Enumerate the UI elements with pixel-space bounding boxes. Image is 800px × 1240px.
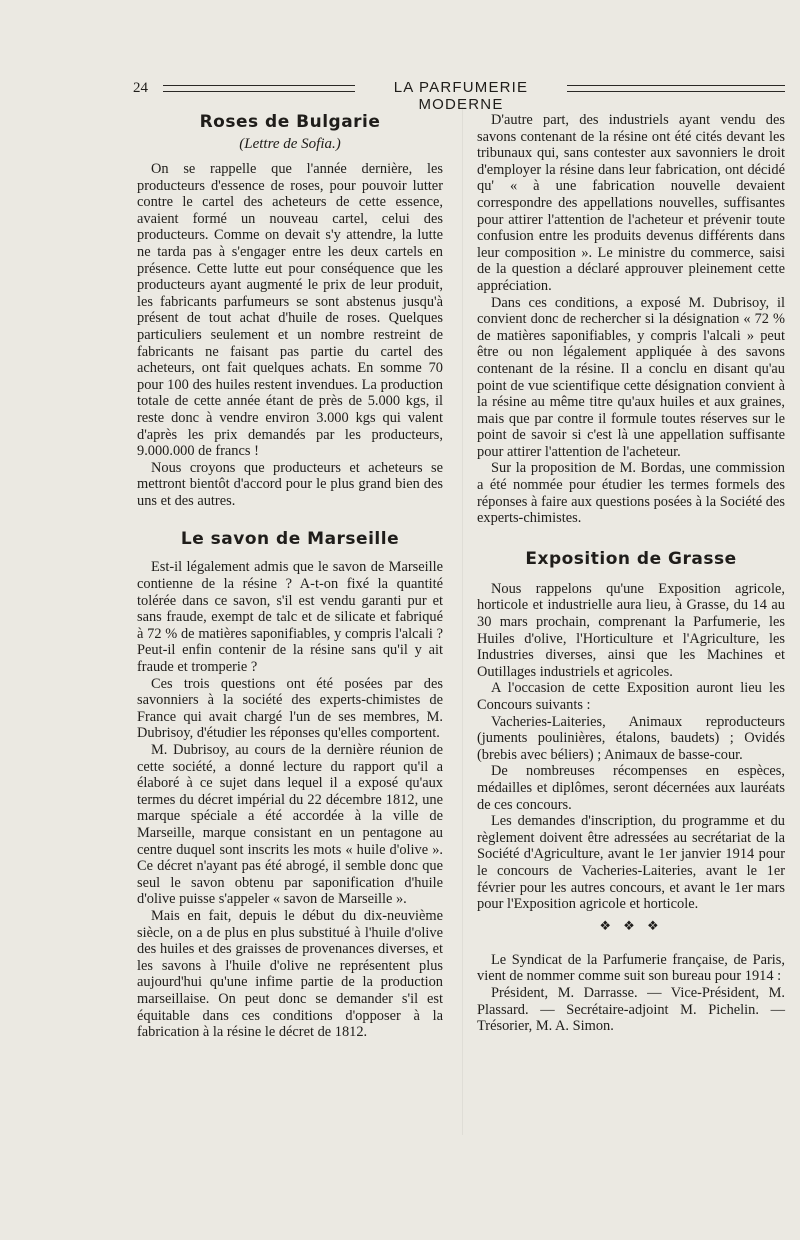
section-ornament: ❖ ❖ ❖ — [599, 918, 663, 934]
paragraph: Nous croyons que producteurs et acheteurs se mettront bientôt d'accord pour le plus grand bien des uns et des autres. — [137, 459, 443, 509]
paragraph: A l'occasion de cette Exposition auront lieu les Concours suivants : — [477, 680, 785, 713]
header-rule-right — [567, 85, 785, 92]
paragraph: On se rappelle que l'année dernière, les producteurs d'essence de roses, pour pouvoir lutter contre le cartel des acheteurs de cette essence, avaient formé un nouveau cartel, celui des producteurs. Comme on devait s'y attendre, la lutte ne tarda pas à s'engager entre les deux cartels en présence. Cette lutte eut pour conséquence que les producteurs ayant augmenté le prix de leur produit, les fabricants parfumeurs se sont abstenus jusqu'à présent de tout achat d'huile de roses. Quelques particuliers seulement et un nombre restreint de fabricants ne faisant pas partie du cartel des acheteurs, ont fait quelques achats. En somme 70 pour 100 des huiles restent invendues. La production totale de cette année étant de près de 5.000 kgs, il reste donc à vendre environ 3.000 kgs qui valent d'après les prix demandés par les producteurs, 9.000.000 de francs ! — [137, 161, 443, 460]
paragraph: Nous rappelons qu'une Exposition agricole, horticole et industrielle aura lieu, à Grasse, du 14 au 30 mars prochain, comprenant la Parfumerie, les Huiles d'olive, l'Horticulture et l'Agriculture, les Industries diverses, ainsi que les Machines et Outillages industriels et agricoles. — [477, 580, 785, 680]
paragraph: Le Syndicat de la Parfumerie française, de Paris, vient de nommer comme suit son bureau pour 1914 : — [477, 951, 785, 985]
paragraph: Les demandes d'inscription, du programme et du règlement doivent être adressées au secrétariat de la Société d'Agriculture, avant le 1er janvier 1914 pour le concours de Vacheries-Laiteries, avant le 1er février pour les autres concours, et avant le 1er mars pour l'Exposition agricole et horticole. — [477, 813, 785, 913]
article-title-roses: Roses de Bulgarie — [199, 112, 381, 132]
article-title-savon: Le savon de Marseille — [180, 529, 400, 550]
paragraph: Vacheries-Laiteries, Animaux reproducteurs (juments poulinières, étalons, baudets) ; Ovidés (brebis avec béliers) ; Animaux de basse-cour. — [477, 713, 785, 763]
right-column — [477, 112, 785, 1035]
paragraph: Dans ces conditions, a exposé M. Dubrisoy, il convient donc de rechercher si la désignation « 72 % de matières saponifiables, y compris l'alcali » peut être ou non légalement appliquée à des savons contenant de la résine. Il a conclu en disant qu'au point de vue scientifique cette désignation convient à la résine au même titre qu'aux huiles et aux graines, mais que par contre il formule toutes réserves sur le point de savoir si c'est là une appellation suffisante pour attirer l'attention de l'acheteur. — [477, 294, 785, 460]
page-number: 24 — [133, 80, 148, 96]
article-subtitle-roses: (Lettre de Sofia.) — [239, 136, 341, 152]
paragraph: M. Dubrisoy, au cours de la dernière réunion de cette société, a donné lecture du rapport qu'il a élaboré à ce sujet dans lequel il a exposé qu'aux termes du décret impérial du 22 décembre 1812, une marque spéciale a été accordée à la ville de Marseille, marque consistant en un pentagone au centre duquel sont inscrits les mots « huile d'olive ». Ce décret n'ayant pas été abrogé, il semble donc que seul le savon obtenu par saponification d'huile d'olive puisse s'appeler « savon de Marseille ». — [137, 742, 443, 908]
running-title: LA PARFUMERIE MODERNE — [393, 79, 529, 113]
article-title-grasse: Exposition de Grasse — [525, 548, 737, 569]
paragraph: De nombreuses récompenses en espèces, médailles et diplômes, seront décernées aux lauréats de ces concours. — [477, 763, 785, 813]
paragraph: Est-il légalement admis que le savon de Marseille contienne de la résine ? A-t-on fixé la quantité tolérée dans ce savon, s'il est vendu garanti pur et sans fraude, exempt de talc et de silicate et fabriqué à 72 % de matières saponifiables, y compris l'alcali ? Peut-il enfin contenir de la résine sans qu'il y ait fraude et tromperie ? — [137, 559, 443, 676]
paragraph: D'autre part, des industriels ayant vendu des savons contenant de la résine ont été cités devant les tribunaux qui, sans contester aux savonniers le droit d'employer la résine dans leur fabrication, ont décidé qu' « à une fabrication nouvelle devaient correspondre des appellations nouvelles, suffisantes pour attirer l'attention de l'acheteur et prévenir toute confusion entre les produits devenus différents dans leur composition ». Le ministre du commerce, saisi de la question a déclaré approuver pleinement cette appréciation. — [477, 112, 785, 294]
paragraph: Sur la proposition de M. Bordas, une commission a été nommée pour étudier les termes formels des réponses à faire aux questions posées à la Société des experts-chimistes. — [477, 460, 785, 527]
column-gutter — [462, 105, 463, 1135]
paragraph: Président, M. Darrasse. — Vice-Président, M. Plassard. — Secrétaire-adjoint M. Pichelin. — Trésorier, M. A. Simon. — [477, 984, 785, 1035]
page-header — [133, 78, 785, 113]
header-rule-left — [163, 85, 355, 92]
left-column — [137, 112, 443, 1041]
paragraph: Ces trois questions ont été posées par des savonniers à la société des experts-chimistes de France qui avait chargé l'un de ses membres, M. Dubrisoy, d'étudier les réponses qu'elles comportent. — [137, 675, 443, 742]
paragraph: Mais en fait, depuis le début du dix-neuvième siècle, on a de plus en plus substitué à l'huile d'olive des huiles et des graisses de provenances diverses, et les savons à l'huile d'olive ne représentent plus aujourd'hui qu'une infime partie de la production marseillaise. On peut donc se demander s'il est équitable dans ces conditions d'opposer à la fabrication à la résine le décret de 1812. — [137, 907, 443, 1041]
